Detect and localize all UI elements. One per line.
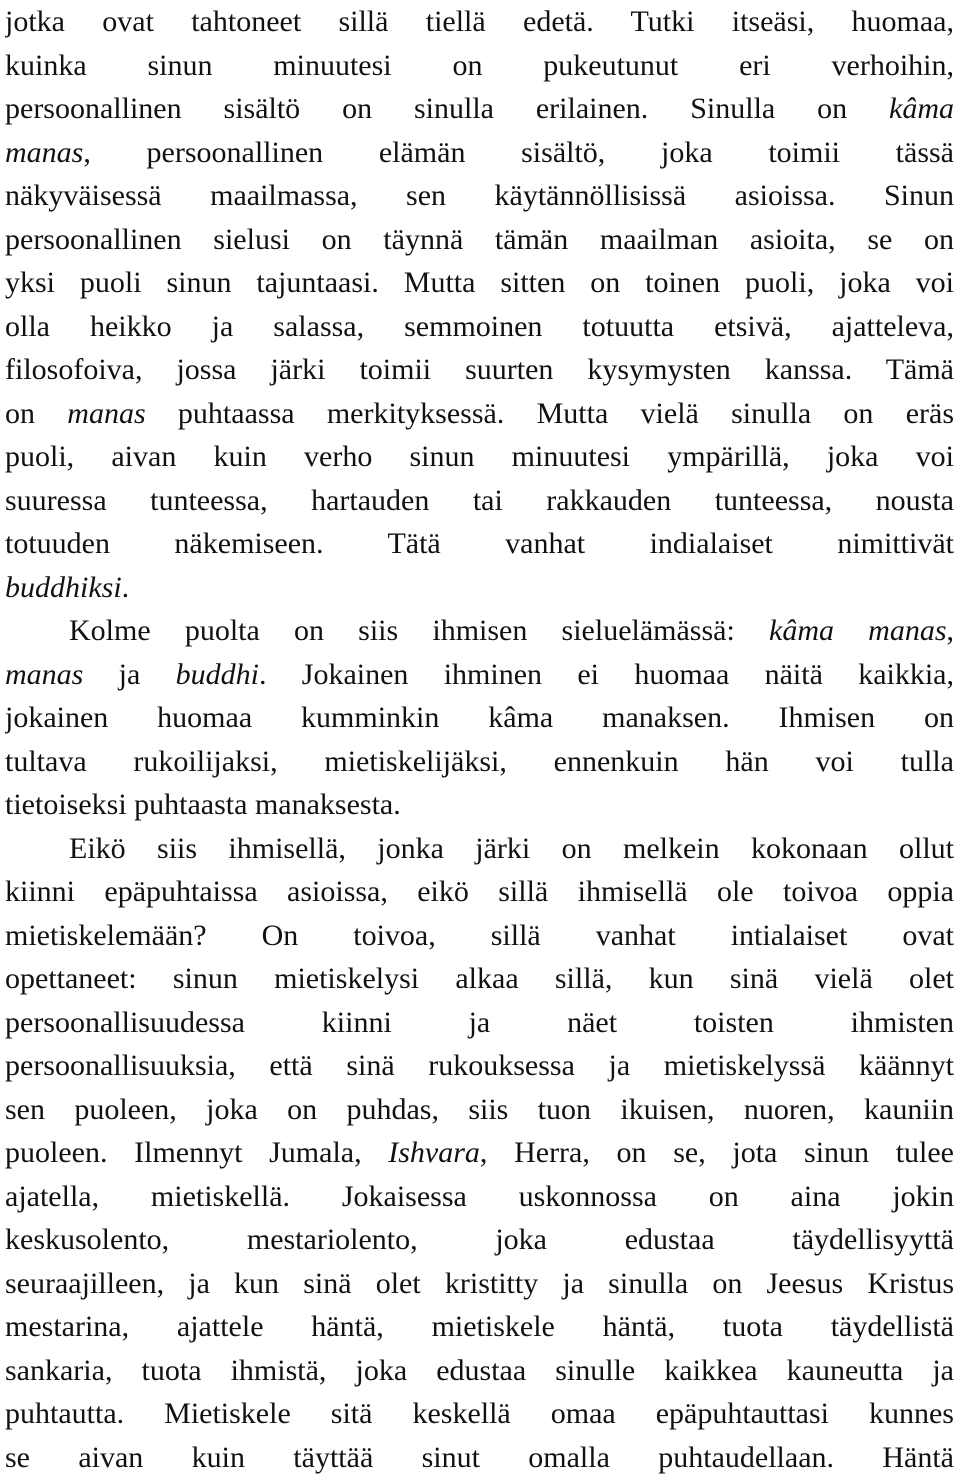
text-segment: tultava rukoilijaksi, mietiskelijäksi, ennenkuin hän voi tulla: [5, 745, 954, 778]
text-line: [5, 1131, 954, 1175]
text-segment: olla heikko ja salassa, semmoinen totuutta etsivä, ajatteleva,: [5, 310, 954, 343]
text-line: [5, 1305, 954, 1349]
text-segment: mestarina, ajattele häntä, mietiskele häntä, tuota täydellistä: [5, 1310, 954, 1343]
text-segment: puoli, aivan kuin verho sinun minuutesi ympärillä, joka voi: [5, 440, 954, 473]
italic-term: buddhi: [176, 658, 259, 691]
text-line: [5, 1044, 954, 1088]
text-segment: yksi puoli sinun tajuntaasi. Mutta sitten on toinen puoli, joka voi: [5, 266, 954, 299]
text-segment: on: [5, 397, 67, 430]
text-line: [5, 131, 954, 175]
text-line: [5, 740, 954, 784]
text-segment: puhtaassa merkityksessä. Mutta vielä sinulla on eräs: [146, 397, 954, 430]
text-line: [5, 479, 954, 523]
text-line: [5, 435, 954, 479]
text-line: [5, 1088, 954, 1132]
text-segment: seuraajilleen, ja kun sinä olet kristitty ja sinulla on Jeesus Kristus: [5, 1267, 954, 1300]
text-segment: kuinka sinun minuutesi on pukeutunut eri verhoihin,: [5, 49, 954, 82]
text-line: [5, 1436, 954, 1479]
text-line: [5, 696, 954, 740]
italic-term: kâma manas: [769, 614, 947, 647]
text-segment: kiinni epäpuhtaissa asioissa, eikö sillä ihmisellä ole toivoa oppia: [5, 875, 954, 908]
text-segment: suuressa tunteessa, hartauden tai rakkauden tunteessa, nousta: [5, 484, 954, 517]
text-segment: totuuden näkemiseen. Tätä vanhat indialaiset nimittivät: [5, 527, 954, 560]
text-segment: ,: [947, 614, 955, 647]
italic-term: manas: [5, 136, 83, 169]
text-line: [5, 653, 954, 697]
text-line: [5, 1001, 954, 1045]
text-segment: filosofoiva, jossa järki toimii suurten kysymysten kanssa. Tämä: [5, 353, 954, 386]
text-segment: puoleen. Ilmennyt Jumala,: [5, 1136, 388, 1169]
text-line: [5, 87, 954, 131]
text-segment: opettaneet: sinun mietiskelysi alkaa sillä, kun sinä vielä olet: [5, 962, 954, 995]
text-line: [5, 1349, 954, 1393]
text-line: [5, 870, 954, 914]
text-segment: jokainen huomaa kumminkin kâma manaksen. Ihmisen on: [5, 701, 954, 734]
text-segment: mietiskelemään? On toivoa, sillä vanhat intialaiset ovat: [5, 919, 954, 952]
text-segment: tietoiseksi puhtaasta manaksesta.: [5, 788, 401, 821]
text-segment: jotka ovat tahtoneet sillä tiellä edetä. Tutki itseäsi, huomaa,: [5, 5, 954, 38]
text-line: [5, 44, 954, 88]
text-line: [5, 522, 954, 566]
text-segment: sankaria, tuota ihmistä, joka edustaa sinulle kaikkea kauneutta ja: [5, 1354, 954, 1387]
text-line: [5, 305, 954, 349]
text-line: [5, 261, 954, 305]
text-line: [5, 609, 954, 653]
text-segment: näkyväisessä maailmassa, sen käytännöllisissä asioissa. Sinun: [5, 179, 954, 212]
text-line: [5, 827, 954, 871]
italic-term: kâma: [889, 92, 954, 125]
text-line: [5, 1392, 954, 1436]
text-segment: keskusolento, mestariolento, joka edustaa täydellisyyttä: [5, 1223, 954, 1256]
text-segment: ajatella, mietiskellä. Jokaisessa uskonnossa on aina jokin: [5, 1180, 954, 1213]
text-segment: puhtautta. Mietiskele sitä keskellä omaa epäpuhtauttasi kunnes: [5, 1397, 954, 1430]
text-line: [5, 218, 954, 262]
text-line: [5, 914, 954, 958]
italic-term: buddhiksi: [5, 571, 122, 604]
text-line: [5, 0, 954, 44]
text-segment: persoonallisuuksia, että sinä rukouksessa ja mietiskelyssä käännyt: [5, 1049, 954, 1082]
document-page: [5, 0, 954, 1479]
text-line: [5, 1175, 954, 1219]
text-line: [5, 174, 954, 218]
text-line: [5, 957, 954, 1001]
text-segment: Kolme puolta on siis ihmisen sieluelämässä:: [69, 614, 769, 647]
text-segment: sen puoleen, joka on puhdas, siis tuon ikuisen, nuoren, kauniin: [5, 1093, 954, 1126]
text-line: [5, 566, 954, 610]
text-segment: ja: [83, 658, 175, 691]
text-segment: . Jokainen ihminen ei huomaa näitä kaikkia,: [259, 658, 954, 691]
italic-term: Ishvara: [388, 1136, 480, 1169]
text-segment: , persoonallinen elämän sisältö, joka toimii tässä: [83, 136, 954, 169]
text-segment: , Herra, on se, jota sinun tulee: [480, 1136, 954, 1169]
italic-term: manas: [67, 397, 145, 430]
text-line: [5, 1262, 954, 1306]
text-line: [5, 783, 954, 827]
text-line: [5, 392, 954, 436]
text-line: [5, 1218, 954, 1262]
text-segment: persoonallinen sisältö on sinulla erilainen. Sinulla on: [5, 92, 889, 125]
text-segment: persoonallinen sielusi on täynnä tämän maailman asioita, se on: [5, 223, 954, 256]
text-segment: .: [122, 571, 130, 604]
text-segment: persoonallisuudessa kiinni ja näet toisten ihmisten: [5, 1006, 954, 1039]
text-segment: Eikö siis ihmisellä, jonka järki on melkein kokonaan ollut: [69, 832, 954, 865]
italic-term: manas: [5, 658, 83, 691]
text-line: [5, 348, 954, 392]
text-segment: se aivan kuin täyttää sinut omalla puhtaudellaan. Häntä: [5, 1441, 954, 1474]
